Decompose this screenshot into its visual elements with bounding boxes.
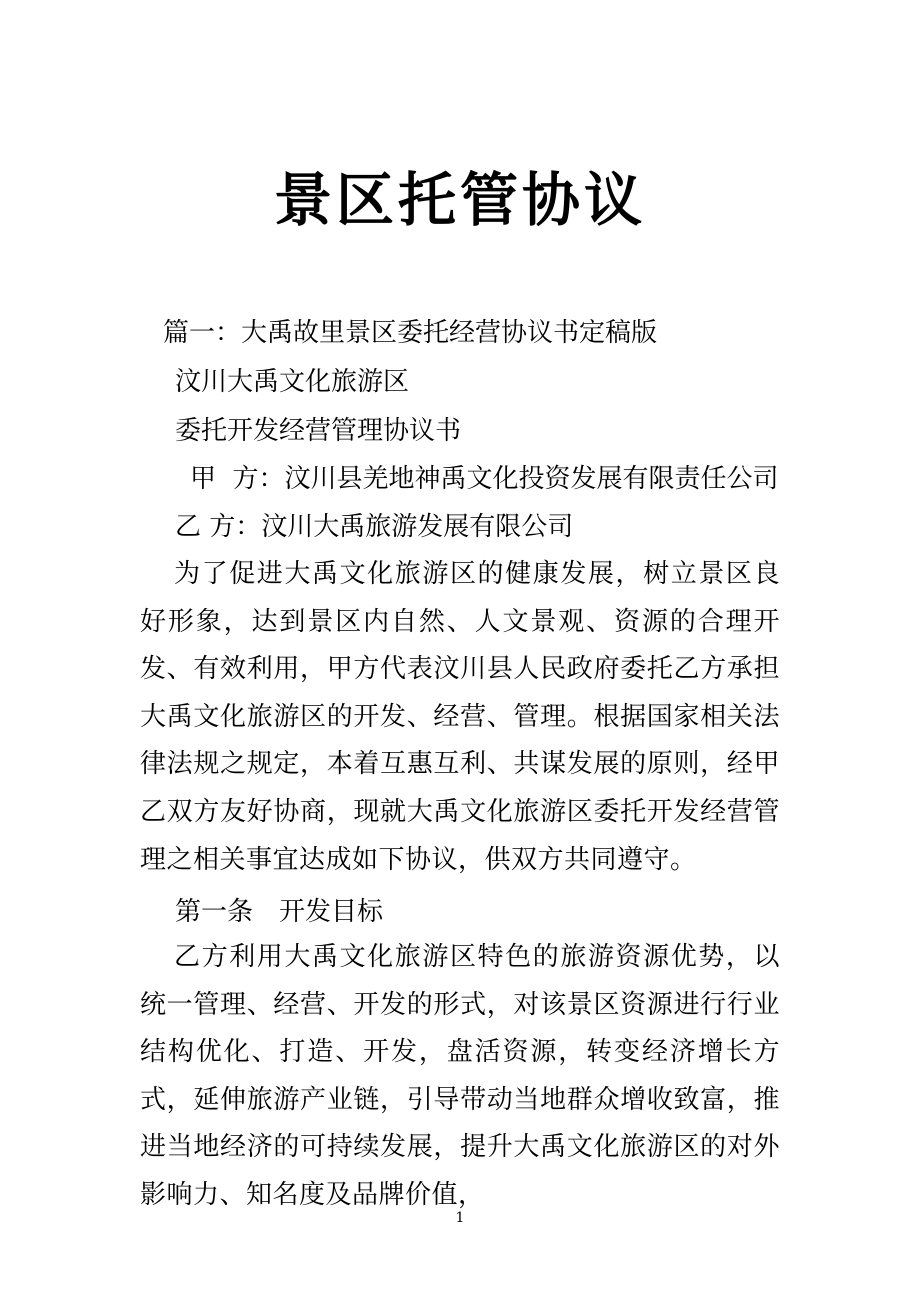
preamble-paragraph: 为了促进大禹文化旅游区的健康发展，树立景区良好形象，达到景区内自然、人文景观、资源的合理开发、有效利用，甲方代表汶川县人民政府委托乙方承担大禹文化旅游区的开发、经营、管理。根据国家相关法律法规之规定，本着互惠互利、共谋发展的原则，经甲乙双方友好协商，现就大禹文化旅游区委托开发经营管理之相关事宜达成如下协议，供双方共同遵守。 — [140, 559, 780, 875]
party-b: 乙 方：汶川大禹旅游发展有限公司 — [175, 512, 574, 542]
chapter-heading: 篇一：大禹故里景区委托经营协议书定稿版 — [163, 318, 658, 348]
subtitle-agreement: 委托开发经营管理协议书 — [175, 416, 462, 446]
subtitle-region: 汶川大禹文化旅游区 — [175, 367, 410, 397]
document-title: 景区托管协议 — [273, 166, 646, 234]
party-a: 甲 方：汶川县羌地神禹文化投资发展有限责任公司 — [190, 464, 779, 494]
article-1-heading: 第一条 开发目标 — [175, 897, 384, 927]
page-number: 1 — [455, 1210, 465, 1226]
article-1-paragraph: 乙方利用大禹文化旅游区特色的旅游资源优势，以统一管理、经营、开发的形式，对该景区资源进行行业结构优化、打造、开发，盘活资源，转变经济增长方式，延伸旅游产业链，引导带动当地群众增收致富，推进当地经济的可持续发展，提升大禹文化旅游区的对外影响力、知名度及品牌价值， — [140, 942, 780, 1210]
